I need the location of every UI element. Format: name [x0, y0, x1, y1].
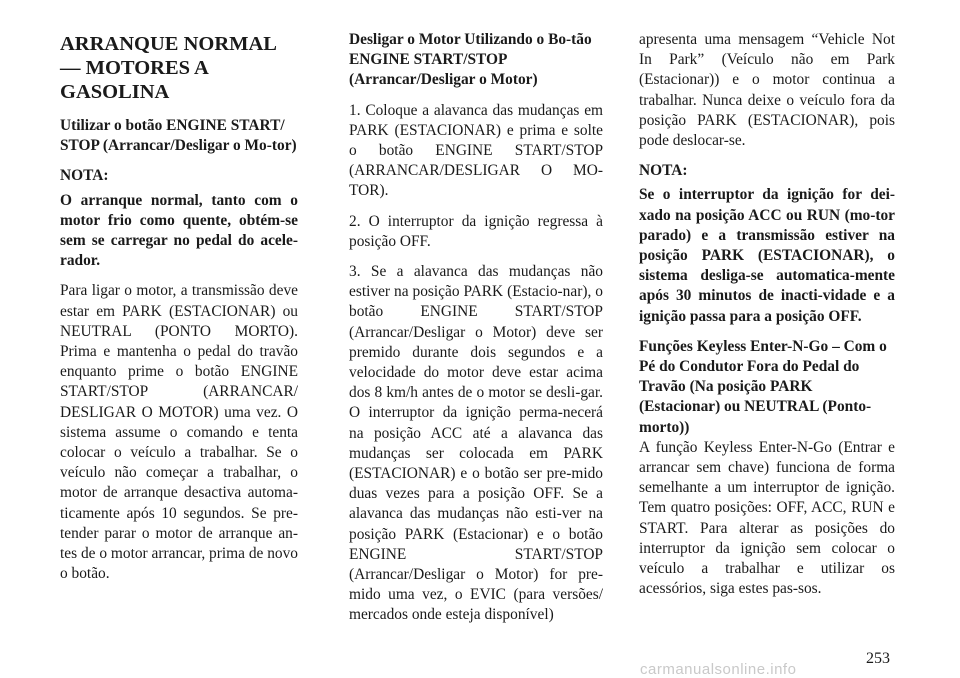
step-1: 1. Coloque a alavanca das mudanças em PARK (ESTACIONAR) e prima e solte o botão ENGINE START/STOP (ARRANCAR/DESLIGAR O MO-TOR).	[349, 101, 603, 200]
subsection-heading-start-stop: Utilizar o botão ENGINE START/ STOP (Arrancar/Desligar o Mo-tor)	[60, 117, 297, 155]
body-paragraph: Para ligar o motor, a transmissão deve estar em PARK (ESTACIONAR) ou NEUTRAL (PONTO MORTO). Prima e mantenha o pedal do travão enquanto prime o botão ENGINE START/STOP (ARRANCAR/ DESLIGAR O MOTOR) uma vez. O sistema assume o comando e tenta colocar o veículo a trabalhar. Se o veículo não começar a trabalhar, o motor de arranque desactiva automa-ticamente após 10 segundos. Se pre-tender parar o motor de arranque an-tes de o motor arrancar, prima de novo o botão.	[60, 282, 298, 583]
note-label: NOTA:	[639, 162, 688, 180]
step-2: 2. O interruptor da ignição regressa à posição OFF.	[349, 212, 603, 250]
note-label: NOTA:	[60, 167, 109, 185]
page-number: 253	[866, 650, 890, 667]
body-paragraph: A função Keyless Enter-N-Go (Entrar e arrancar sem chave) funciona de forma semelhante a um interruptor de ignição. Tem quatro posições: OFF, ACC, RUN e START. Para alterar as posições do interruptor da ignição sem colocar o veículo a trabalhar e utilizar os acessórios, siga estes pas-sos.	[639, 438, 895, 598]
subsection-heading-stop-engine: Desligar o Motor Utilizando o Bo-tão ENGINE START/STOP (Arrancar/Desligar o Motor)	[349, 31, 592, 89]
watermark: carmanualsonline.info	[640, 661, 797, 678]
note-text: Se o interruptor da ignição for dei-xado na posição ACC ou RUN (mo-tor parado) e a transmissão estiver na posição PARK (ESTACIONAR), o sistema desliga-se automatica-mente após 30 minutos de inacti-vidade e a ignição passa para a posição OFF.	[639, 186, 895, 325]
subsection-heading-keyless: Funções Keyless Enter-N-Go – Com o Pé do Condutor Fora do Pedal do Travão (Na posição PARK (Estacionar) ou NEUTRAL (Ponto-morto))	[639, 337, 887, 436]
right-column	[639, 30, 895, 609]
middle-column	[349, 30, 603, 636]
left-column	[60, 30, 298, 594]
step-3: 3. Se a alavanca das mudanças não estiver na posição PARK (Estacio-nar), o botão ENGINE START/STOP (Arrancar/Desligar o Motor) deve ser premido durante dois segundos e a velocidade do motor deve estar acima dos 8 km/h antes de o motor se desli-gar. O interruptor da ignição perma-necerá na posição ACC até a alavanca das mudanças ser colocada em PARK (ESTACIONAR) e o botão ser pre-mido duas vezes para a posição OFF. Se a alavanca das mudanças não esti-ver na posição PARK (Estacionar) e o botão ENGINE START/STOP (Arrancar/Desligar o Motor) for pre-mido uma vez, o EVIC (para versões/ mercados onde esteja disponível)	[349, 263, 603, 624]
note-text: O arranque normal, tanto com o motor frio como quente, obtém-se sem se carregar no pedal do acele-rador.	[60, 191, 298, 270]
section-title: ARRANQUE NORMAL — MOTORES A GASOLINA	[60, 33, 276, 103]
continuation-paragraph: apresenta uma mensagem “Vehicle Not In Park” (Veículo não em Park (Estacionar)) e o motor continua a trabalhar. Nunca deixe o veículo fora da posição PARK (ESTACIONAR), pois pode deslocar-se.	[639, 31, 895, 150]
